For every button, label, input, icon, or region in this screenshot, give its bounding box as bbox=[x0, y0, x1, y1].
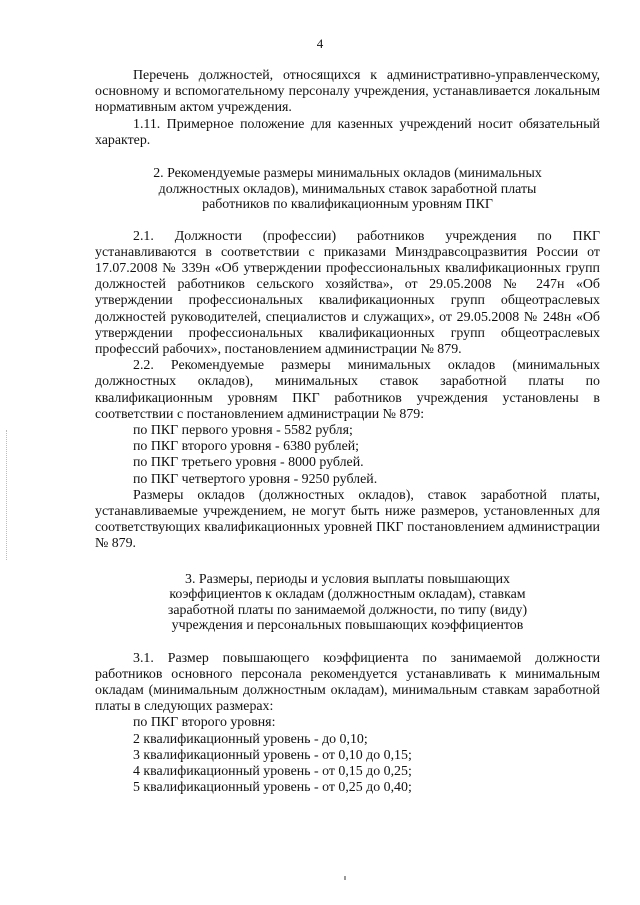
paragraph-1-11: 1.11. Примерное положение для казенных учреждений носит обязательный характер. bbox=[95, 116, 600, 148]
list-item: по ПКГ третьего уровня - 8000 рублей. bbox=[133, 455, 364, 471]
paragraph-personnel-list: Перечень должностей, относящихся к административно-управленческому, основному и вспомогательному персоналу учреждения, устанавливается локальным нормативным актом учреждения. bbox=[95, 68, 600, 116]
list-item: 3 квалификационный уровень - от 0,10 до 0,15; bbox=[133, 747, 412, 763]
list-item: по ПКГ первого уровня - 5582 рубля; bbox=[133, 422, 353, 438]
section-3-heading: 3. Размеры, периоды и условия выплаты повышающих коэффициентов к окладам (должностным окладам), ставкам заработной платы по занимаемой должности, по типу (виду) учреждения и персональных повышающих коэффициентов bbox=[167, 571, 528, 634]
paragraph-2-1: 2.1. Должности (профессии) работников учреждения по ПКГ устанавливаются в соответствии с приказами Минздравсоцразвития России от 17.07.2008 № 339н «Об утверждении профессиональных квалификационных групп должностей работников сельского хозяйства», от 29.05.2008 № 247н «Об утверждении профессиональных квалификационных групп общеотраслевых должностей руководителей, специалистов и служащих», от 29.05.2008 № 248н «Об утверждении профессиональных квалификационных групп общеотраслевых профессий рабочих», постановлением администрации № 879. bbox=[95, 228, 600, 357]
list-item: по ПКГ четвертого уровня - 9250 рублей. bbox=[133, 471, 378, 487]
scan-speck bbox=[344, 876, 346, 880]
margin-mark bbox=[6, 430, 10, 560]
list-item: по ПКГ второго уровня: bbox=[133, 715, 276, 731]
paragraph-2-2: 2.2. Рекомендуемые размеры минимальных окладов (минимальных должностных окладов), минимальных ставок заработной платы по квалификационным уровням ПКГ работников учреждения установлены в соответствии с постановлением администрации № 879: bbox=[95, 358, 600, 422]
list-item: 5 квалификационный уровень - от 0,25 до 0,40; bbox=[133, 780, 412, 796]
section-2-heading: 2. Рекомендуемые размеры минимальных окладов (минимальных должностных окладов), минимальных ставок заработной платы работников по квалификационным уровням ПКГ bbox=[153, 166, 542, 213]
paragraph-3-1: 3.1. Размер повышающего коэффициента по занимаемой должности работников основного персонала рекомендуется устанавливать к минимальным окладам (минимальным должностным окладам), минимальным ставкам заработной платы в следующих размерах: bbox=[95, 650, 600, 715]
list-item: по ПКГ второго уровня - 6380 рублей; bbox=[133, 439, 360, 455]
list-item: 2 квалификационный уровень - до 0,10; bbox=[133, 731, 368, 747]
document-body bbox=[95, 68, 600, 796]
list-item: 4 квалификационный уровень - от 0,15 до 0,25; bbox=[133, 764, 412, 779]
paragraph-salary-limits: Размеры окладов (должностных окладов), ставок заработной платы, устанавливаемые учреждением, не могут быть ниже размеров, установленных для соответствующих квалификационных уровней ПКГ постановлением администрации № 879. bbox=[95, 487, 600, 552]
page-number: 4 bbox=[316, 36, 324, 51]
